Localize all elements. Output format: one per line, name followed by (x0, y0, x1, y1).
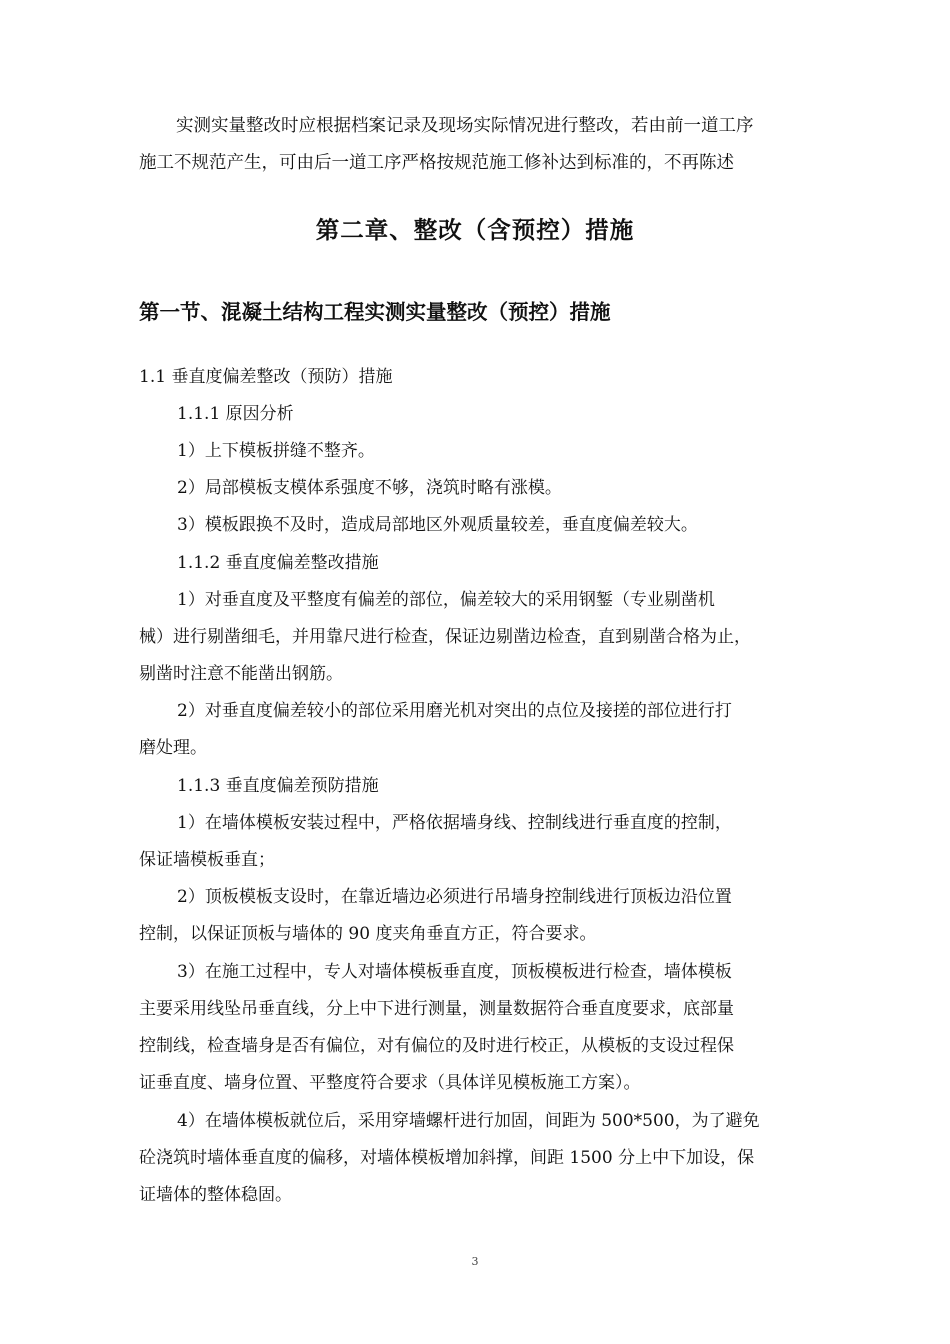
text-line: 证墙体的整体稳固。 (139, 1185, 292, 1205)
subsection-heading-1-1-3: 1.1.3 垂直度偏差预防措施 (177, 776, 379, 796)
paragraph (139, 954, 819, 1102)
text-line: 磨处理。 (139, 738, 207, 758)
text-line: 剔凿时注意不能凿出钢筋。 (139, 664, 343, 684)
subsection-heading-1-1-1: 1.1.1 原因分析 (177, 404, 294, 424)
text-line: 证垂直度、墙身位置、平整度符合要求（具体详见模板施工方案）。 (139, 1073, 641, 1093)
text-line: 1）在墙体模板安装过程中，严格依据墙身线、控制线进行垂直度的控制， (177, 813, 732, 833)
text-line: 3）在施工过程中，专人对墙体模板垂直度，顶板模板进行检查，墙体模板 (177, 962, 732, 982)
paragraph (139, 582, 819, 693)
text-line: 4）在墙体模板就位后，采用穿墙螺杆进行加固，间距为 500*500，为了避免 (177, 1111, 760, 1131)
text-line: 主要采用线坠吊垂直线，分上中下进行测量，测量数据符合垂直度要求，底部量 (139, 999, 734, 1019)
text-line: 保证墙模板垂直； (139, 850, 275, 870)
text-line: 施工不规范产生，可由后一道工序严格按规范施工修补达到标准的，不再陈述 (139, 153, 734, 173)
intro-paragraph (139, 108, 819, 182)
subsection-heading-1-1: 1.1 垂直度偏差整改（预防）措施 (139, 367, 393, 387)
text-line: 械）进行剔凿细毛，并用靠尺进行检查，保证边剔凿边检查，直到剔凿合格为止， (139, 627, 751, 647)
list-item: 2）局部模板支模体系强度不够，浇筑时略有涨模。 (177, 478, 562, 498)
paragraph (139, 1103, 819, 1214)
paragraph (139, 693, 819, 767)
text-line: 砼浇筑时墙体垂直度的偏移，对墙体模板增加斜撑，间距 1500 分上中下加设，保 (139, 1148, 755, 1168)
paragraph (139, 879, 819, 953)
paragraph (139, 805, 819, 879)
text-line: 2）顶板模板支设时，在靠近墙边必须进行吊墙身控制线进行顶板边沿位置 (177, 887, 732, 907)
list-item: 3）模板跟换不及时，造成局部地区外观质量较差，垂直度偏差较大。 (177, 515, 698, 535)
section-title: 第一节、混凝土结构工程实测实量整改（预控）措施 (139, 300, 611, 324)
text-line: 控制，以保证顶板与墙体的 90 度夹角垂直方正，符合要求。 (139, 924, 597, 944)
chapter-title: 第二章、整改（含预控）措施 (315, 216, 635, 244)
text-line: 2）对垂直度偏差较小的部位采用磨光机对突出的点位及接搓的部位进行打 (177, 701, 732, 721)
page-number: 3 (471, 1255, 479, 1268)
text-line: 1）对垂直度及平整度有偏差的部位，偏差较大的采用钢錾（专业剔凿机 (177, 590, 715, 610)
text-line: 控制线，检查墙身是否有偏位，对有偏位的及时进行校正，从模板的支设过程保 (139, 1036, 734, 1056)
subsection-heading-1-1-2: 1.1.2 垂直度偏差整改措施 (177, 553, 379, 573)
list-item: 1）上下模板拼缝不整齐。 (177, 441, 375, 461)
text-line: 实测实量整改时应根据档案记录及现场实际情况进行整改，若由前一道工序 (176, 116, 754, 136)
